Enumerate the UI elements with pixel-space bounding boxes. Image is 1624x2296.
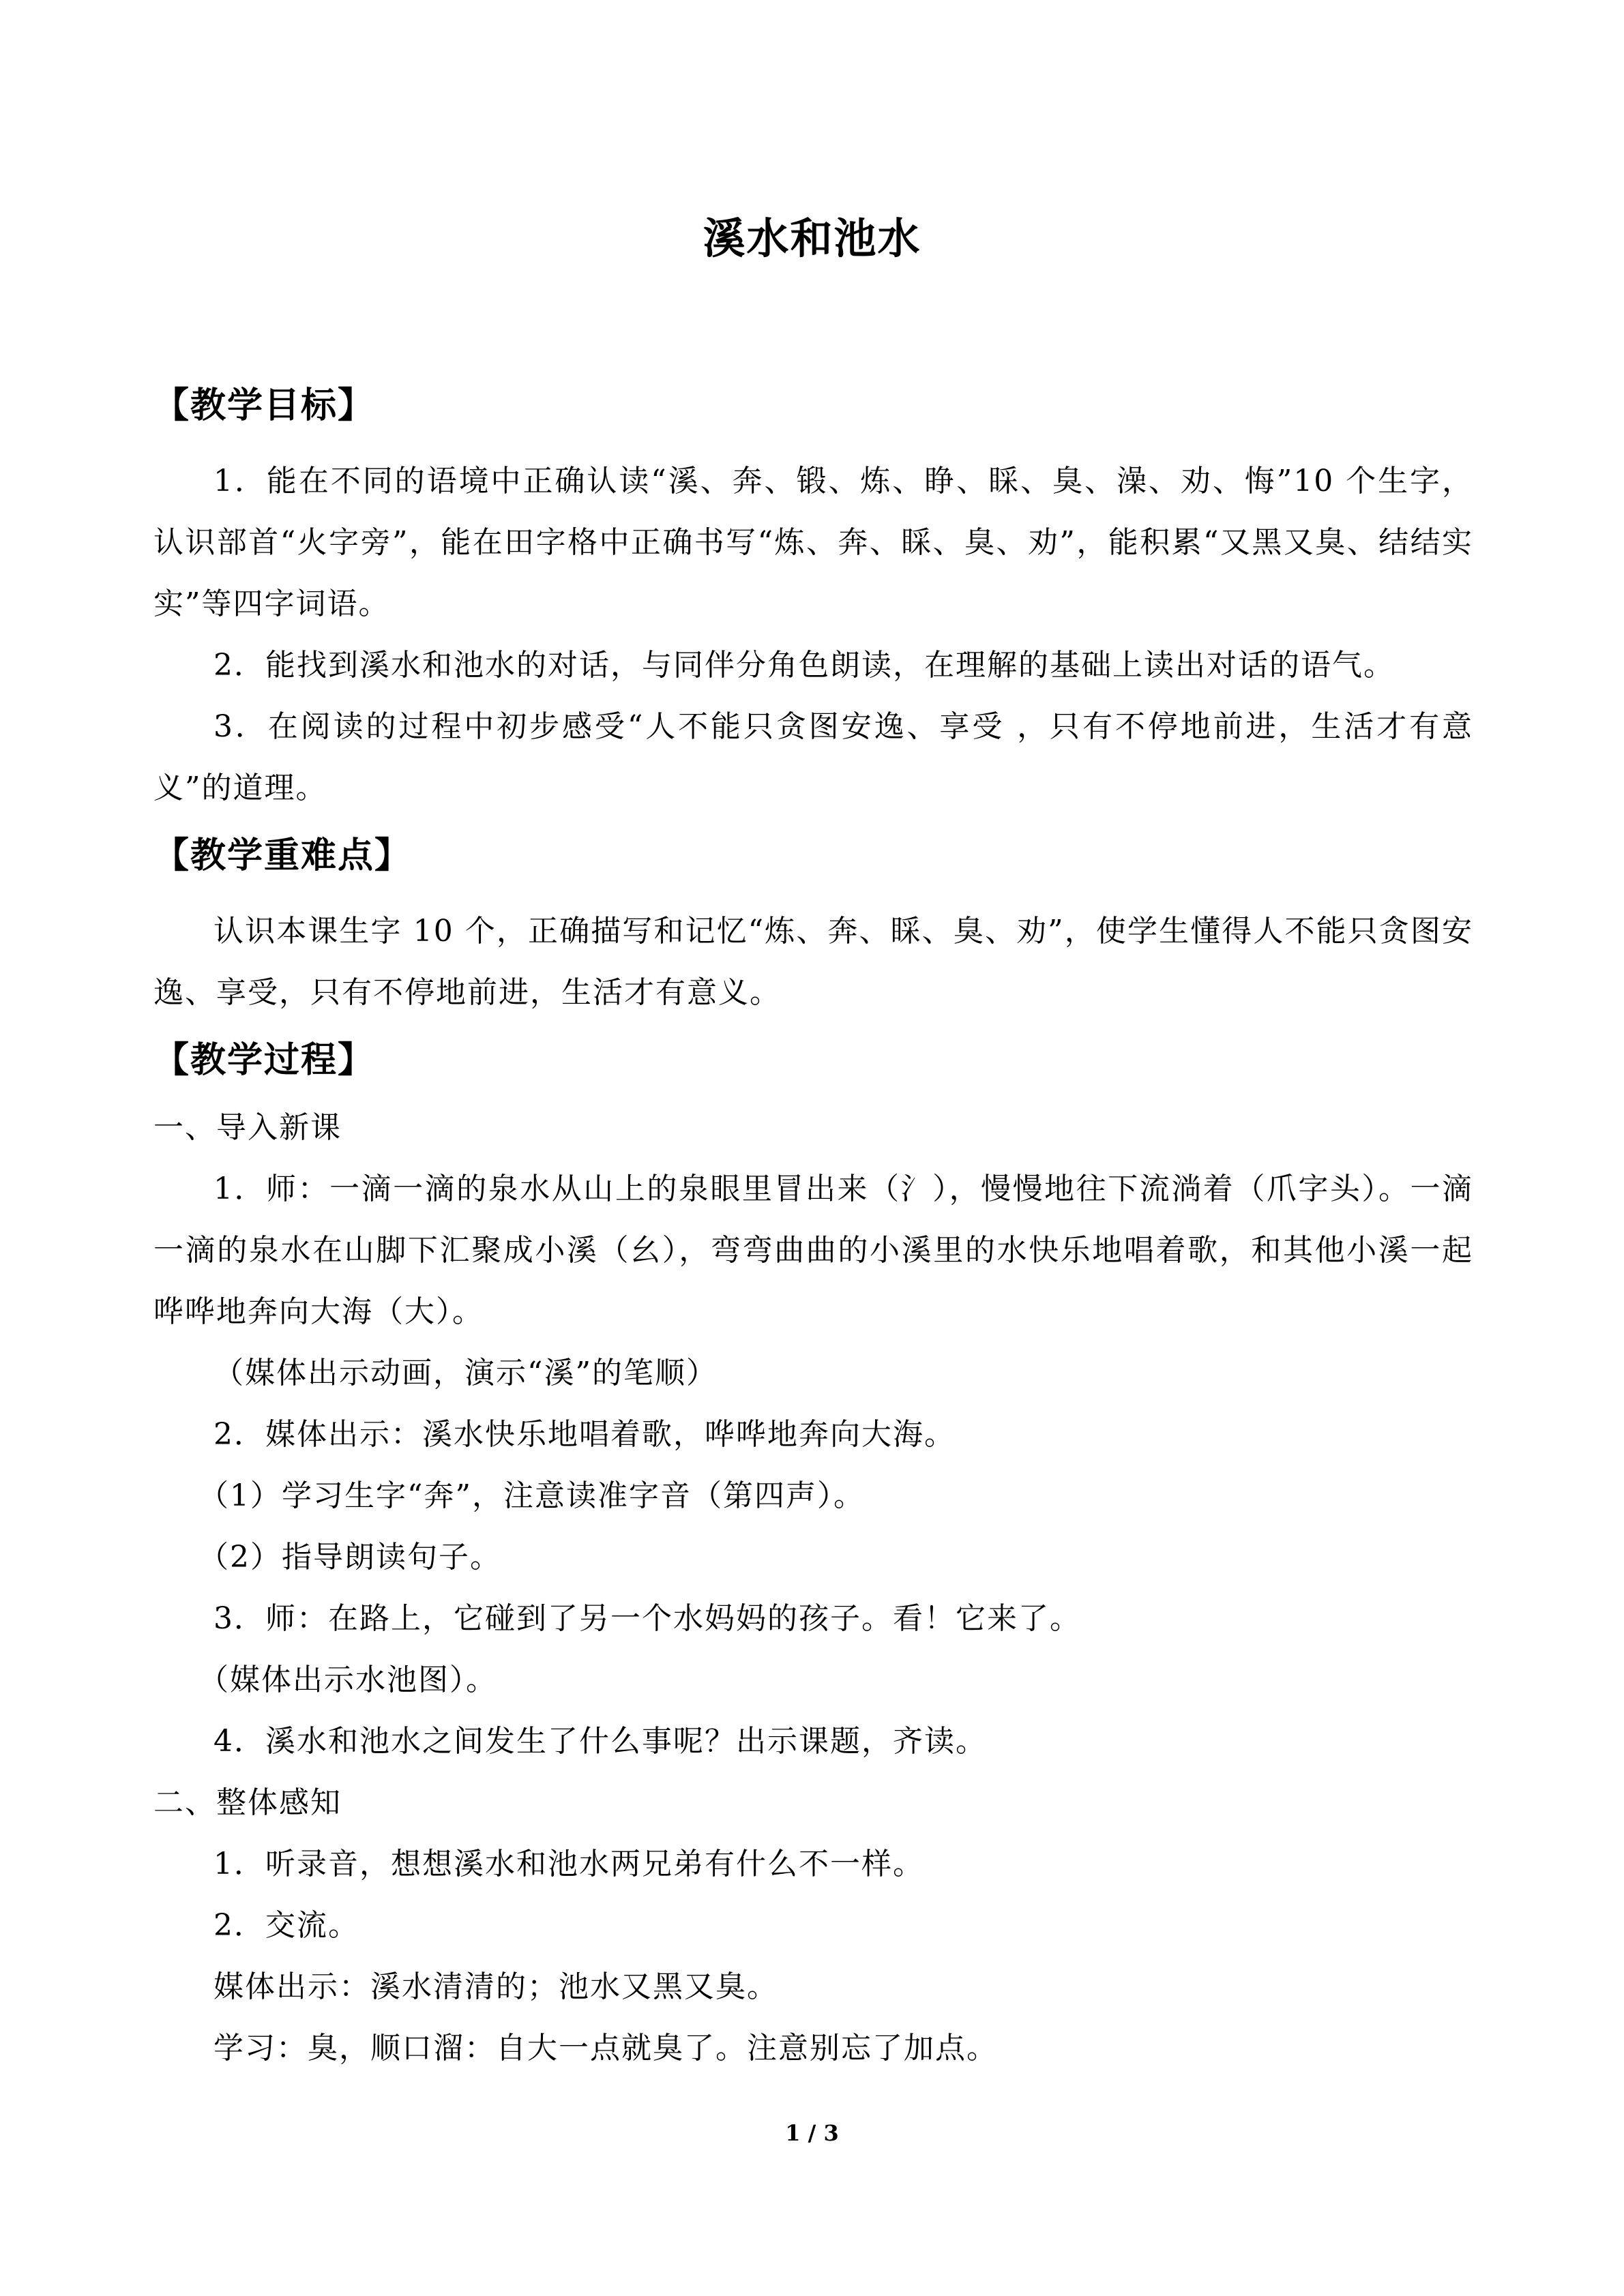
part2-step2: 2．交流。 — [213, 1908, 359, 1943]
objectives-heading: 【教学目标】 — [153, 385, 375, 426]
objective-item: 2．能找到溪水和池水的对话，与同伴分角色朗读，在理解的基础上读出对话的语气。 — [213, 648, 1395, 683]
process-heading: 【教学过程】 — [153, 1040, 375, 1081]
part1-step3-note: （媒体出示水池图）。 — [198, 1663, 497, 1697]
part2-title: 二、整体感知 — [153, 1785, 342, 1820]
page-number: 1 / 3 — [785, 2120, 839, 2146]
document-body — [153, 378, 1473, 2079]
part2-media: 媒体出示：溪水清清的；池水又黑又臭。 — [213, 1969, 778, 2004]
objective-item: 3．在阅读的过程中初步感受“人不能只贪图安逸、享受 ，只有不停地前进，生活才有意义”的道理。 — [153, 709, 1473, 805]
objective-item: 1．能在不同的语境中正确认读“溪、奔、锻、炼、睁、睬、臭、澡、劝、悔”10 个生字，认识部首“火字旁”，能在田字格中正确书写“炼、奔、睬、臭、劝”，能积累“又黑又臭、结结实实”等四字词语。 — [153, 464, 1473, 621]
part1-title: 一、导入新课 — [153, 1110, 342, 1145]
part1-step1: 1．师：一滴一滴的泉水从山上的泉眼里冒出来（氵），慢慢地往下流淌着（爪字头）。一滴一滴的泉水在山脚下汇聚成小溪（幺），弯弯曲曲的小溪里的水快乐地唱着歌，和其他小溪一起哗哗地奔向大海（大）。 — [153, 1172, 1473, 1329]
document-title: 溪水和池水 — [703, 213, 921, 263]
key-points-text: 认识本课生字 10 个，正确描写和记忆“炼、奔、睬、臭、劝”，使学生懂得人不能只贪图安逸、享受，只有不停地前进，生活才有意义。 — [153, 914, 1473, 1010]
part1-step2: 2．媒体出示：溪水快乐地唱着歌，哗哗地奔向大海。 — [213, 1417, 956, 1452]
part2-step1: 1．听录音，想想溪水和池水两兄弟有什么不一样。 — [213, 1847, 924, 1881]
part1-step2-sub1: （1）学习生字“奔”，注意读准字音（第四声）。 — [198, 1478, 865, 1513]
part1-step3: 3．师：在路上，它碰到了另一个水妈妈的孩子。看！它来了。 — [213, 1601, 1081, 1636]
part1-step1-note: （媒体出示动画，演示“溪”的笔顺） — [213, 1356, 718, 1390]
part1-step2-sub2: （2）指导朗读句子。 — [198, 1540, 501, 1575]
part2-study: 学习：臭，顺口溜：自大一点就臭了。注意别忘了加点。 — [213, 2031, 998, 2066]
key-points-heading: 【教学重难点】 — [153, 835, 412, 876]
part1-step4: 4．溪水和池水之间发生了什么事呢？出示课题，齐读。 — [213, 1724, 987, 1759]
